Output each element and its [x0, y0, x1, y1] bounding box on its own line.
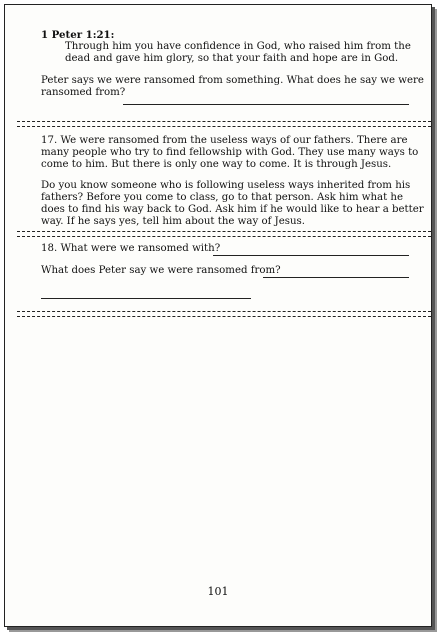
section-17-para2-line-1: Do you know someone who is following useless ways inherited from his	[41, 180, 411, 191]
section-separator	[17, 311, 431, 317]
section-17-line-2: many people who try to find fellowship with God. They use many ways to	[41, 147, 419, 158]
section-17-para2-line-4: way. If he says yes, tell him about the way of Jesus.	[41, 216, 305, 227]
question-ransomed-from-line-1: Peter says we were ransomed from something. What does he say we were	[41, 75, 424, 86]
answer-blank-18b[interactable]	[263, 277, 409, 278]
section-17-line-3: come to him. But there is only one way to come. It is through Jesus.	[41, 159, 392, 170]
answer-blank-18[interactable]	[213, 255, 409, 256]
section-separator	[17, 231, 431, 237]
verse-text-line-2: dead and gave him glory, so that your faith and hope are in God.	[65, 53, 399, 64]
page-number: 101	[207, 585, 229, 598]
verse-reference: 1 Peter 1:21:	[41, 29, 115, 41]
question-18: 18. What were we ransomed with?	[41, 243, 221, 254]
section-17-para2-line-2: fathers? Before you come to class, go to that person. Ask him what he	[41, 192, 404, 203]
question-ransomed-from-line-2: ransomed from?	[41, 87, 126, 98]
question-18b: What does Peter say we were ransomed from?	[41, 265, 281, 276]
section-17-para2-line-3: does to find his way back to God. Ask him if he would like to hear a better	[41, 204, 424, 215]
workbook-page	[4, 4, 432, 627]
answer-blank-1[interactable]	[123, 104, 409, 105]
answer-blank-18b-cont[interactable]	[41, 298, 251, 299]
verse-text-line-1: Through him you have confidence in God, who raised him from the	[65, 41, 411, 52]
section-17-line-1: 17. We were ransomed from the useless ways of our fathers. There are	[41, 135, 408, 146]
section-separator	[17, 121, 431, 127]
